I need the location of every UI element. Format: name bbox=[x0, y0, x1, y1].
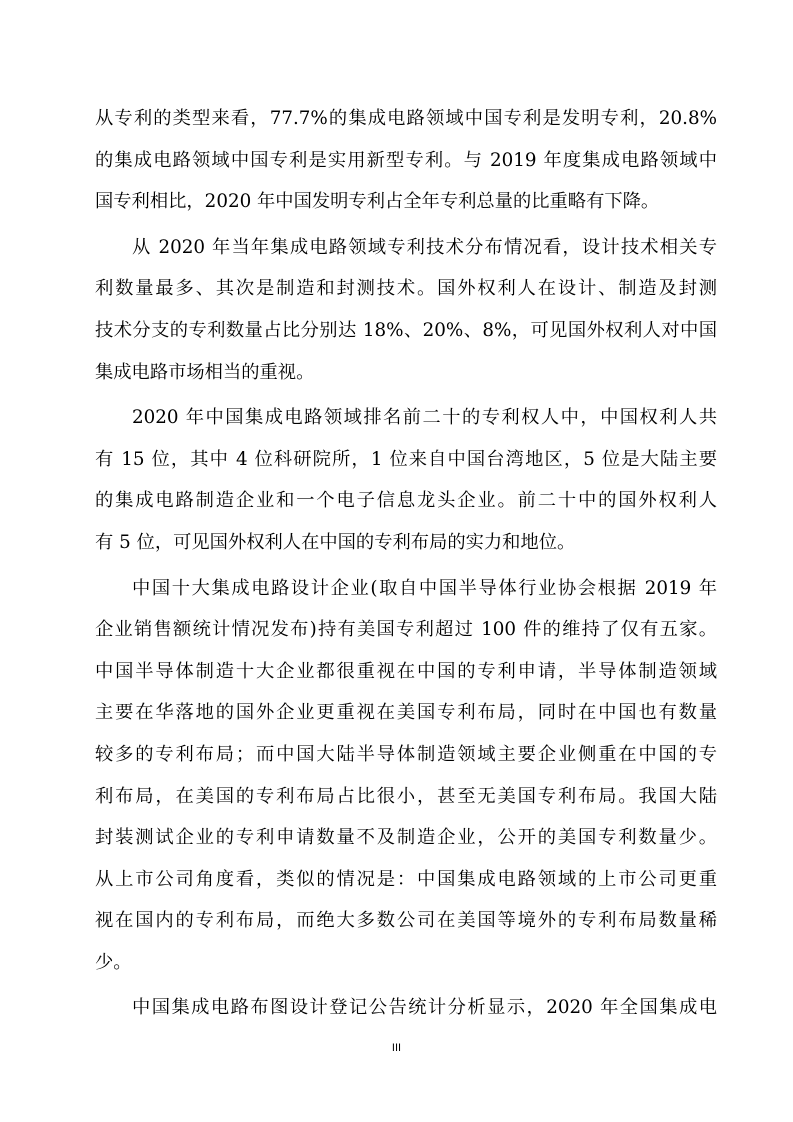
text-line: 国专利相比，2020 年中国发明专利占全年专利总量的比重略有下降。 bbox=[95, 191, 660, 213]
text-line: 2020 年中国集成电路领域排名前二十的专利权人中，中国权利人共 bbox=[132, 407, 717, 429]
text-line: 技术分支的专利数量占比分别达 18%、20%、8%，可见国外权利人对中国 bbox=[95, 319, 717, 341]
text-line: 利布局，在美国的专利布局占比很小，甚至无美国专利布局。我国大陆 bbox=[95, 785, 717, 807]
text-line: 集成电路市场相当的重视。 bbox=[95, 361, 315, 383]
text-line: 主要在华落地的国外企业更重视在美国专利布局，同时在中国也有数量 bbox=[95, 702, 717, 724]
text-line: 利数量最多、其次是制造和封测技术。国外权利人在设计、制造及封测 bbox=[95, 278, 717, 300]
text-line: 中国半导体制造十大企业都很重视在中国的专利申请，半导体制造领域 bbox=[95, 660, 717, 682]
text-line: 较多的专利布局；而中国大陆半导体制造领域主要企业侧重在中国的专 bbox=[95, 743, 717, 765]
paragraph-patent-types bbox=[95, 98, 717, 223]
text-line: 有 15 位，其中 4 位科研院所，1 位来自中国台湾地区，5 位是大陆主要 bbox=[95, 448, 717, 470]
text-line: 的集成电路领域中国专利是实用新型专利。与 2019 年度集成电路领域中 bbox=[95, 149, 717, 171]
paragraph-top-ten-design-companies bbox=[95, 568, 717, 984]
text-line: 从上市公司角度看，类似的情况是：中国集成电路领域的上市公司更重 bbox=[95, 868, 717, 890]
text-line: 少。 bbox=[95, 951, 132, 973]
text-line: 企业销售额统计情况发布)持有美国专利超过 100 件的维持了仅有五家。 bbox=[95, 619, 717, 641]
text-line: 视在国内的专利布局，而绝大多数公司在美国等境外的专利布局数量稀 bbox=[95, 910, 717, 932]
text-line: 封装测试企业的专利申请数量不及制造企业，公开的美国专利数量少。 bbox=[95, 827, 717, 849]
text-line: 中国十大集成电路设计企业(取自中国半导体行业协会根据 2019 年 bbox=[132, 577, 717, 599]
text-line: 从 2020 年当年集成电路领域专利技术分布情况看，设计技术相关专 bbox=[132, 236, 717, 258]
text-line: 从专利的类型来看，77.7%的集成电路领域中国专利是发明专利，20.8% bbox=[95, 108, 717, 129]
text-line: 有 5 位，可见国外权利人在中国的专利布局的实力和地位。 bbox=[95, 531, 576, 553]
text-line: 中国集成电路布图设计登记公告统计分析显示，2020 年全国集成电 bbox=[132, 997, 717, 1019]
paragraph-technology-distribution bbox=[95, 227, 717, 393]
paragraph-layout-design-registration bbox=[95, 987, 717, 1029]
paragraph-top-twenty-holders bbox=[95, 397, 717, 563]
document-body bbox=[95, 98, 717, 1033]
text-line: 的集成电路制造企业和一个电子信息龙头企业。前二十中的国外权利人 bbox=[95, 490, 717, 512]
page-number: III bbox=[391, 1042, 402, 1054]
